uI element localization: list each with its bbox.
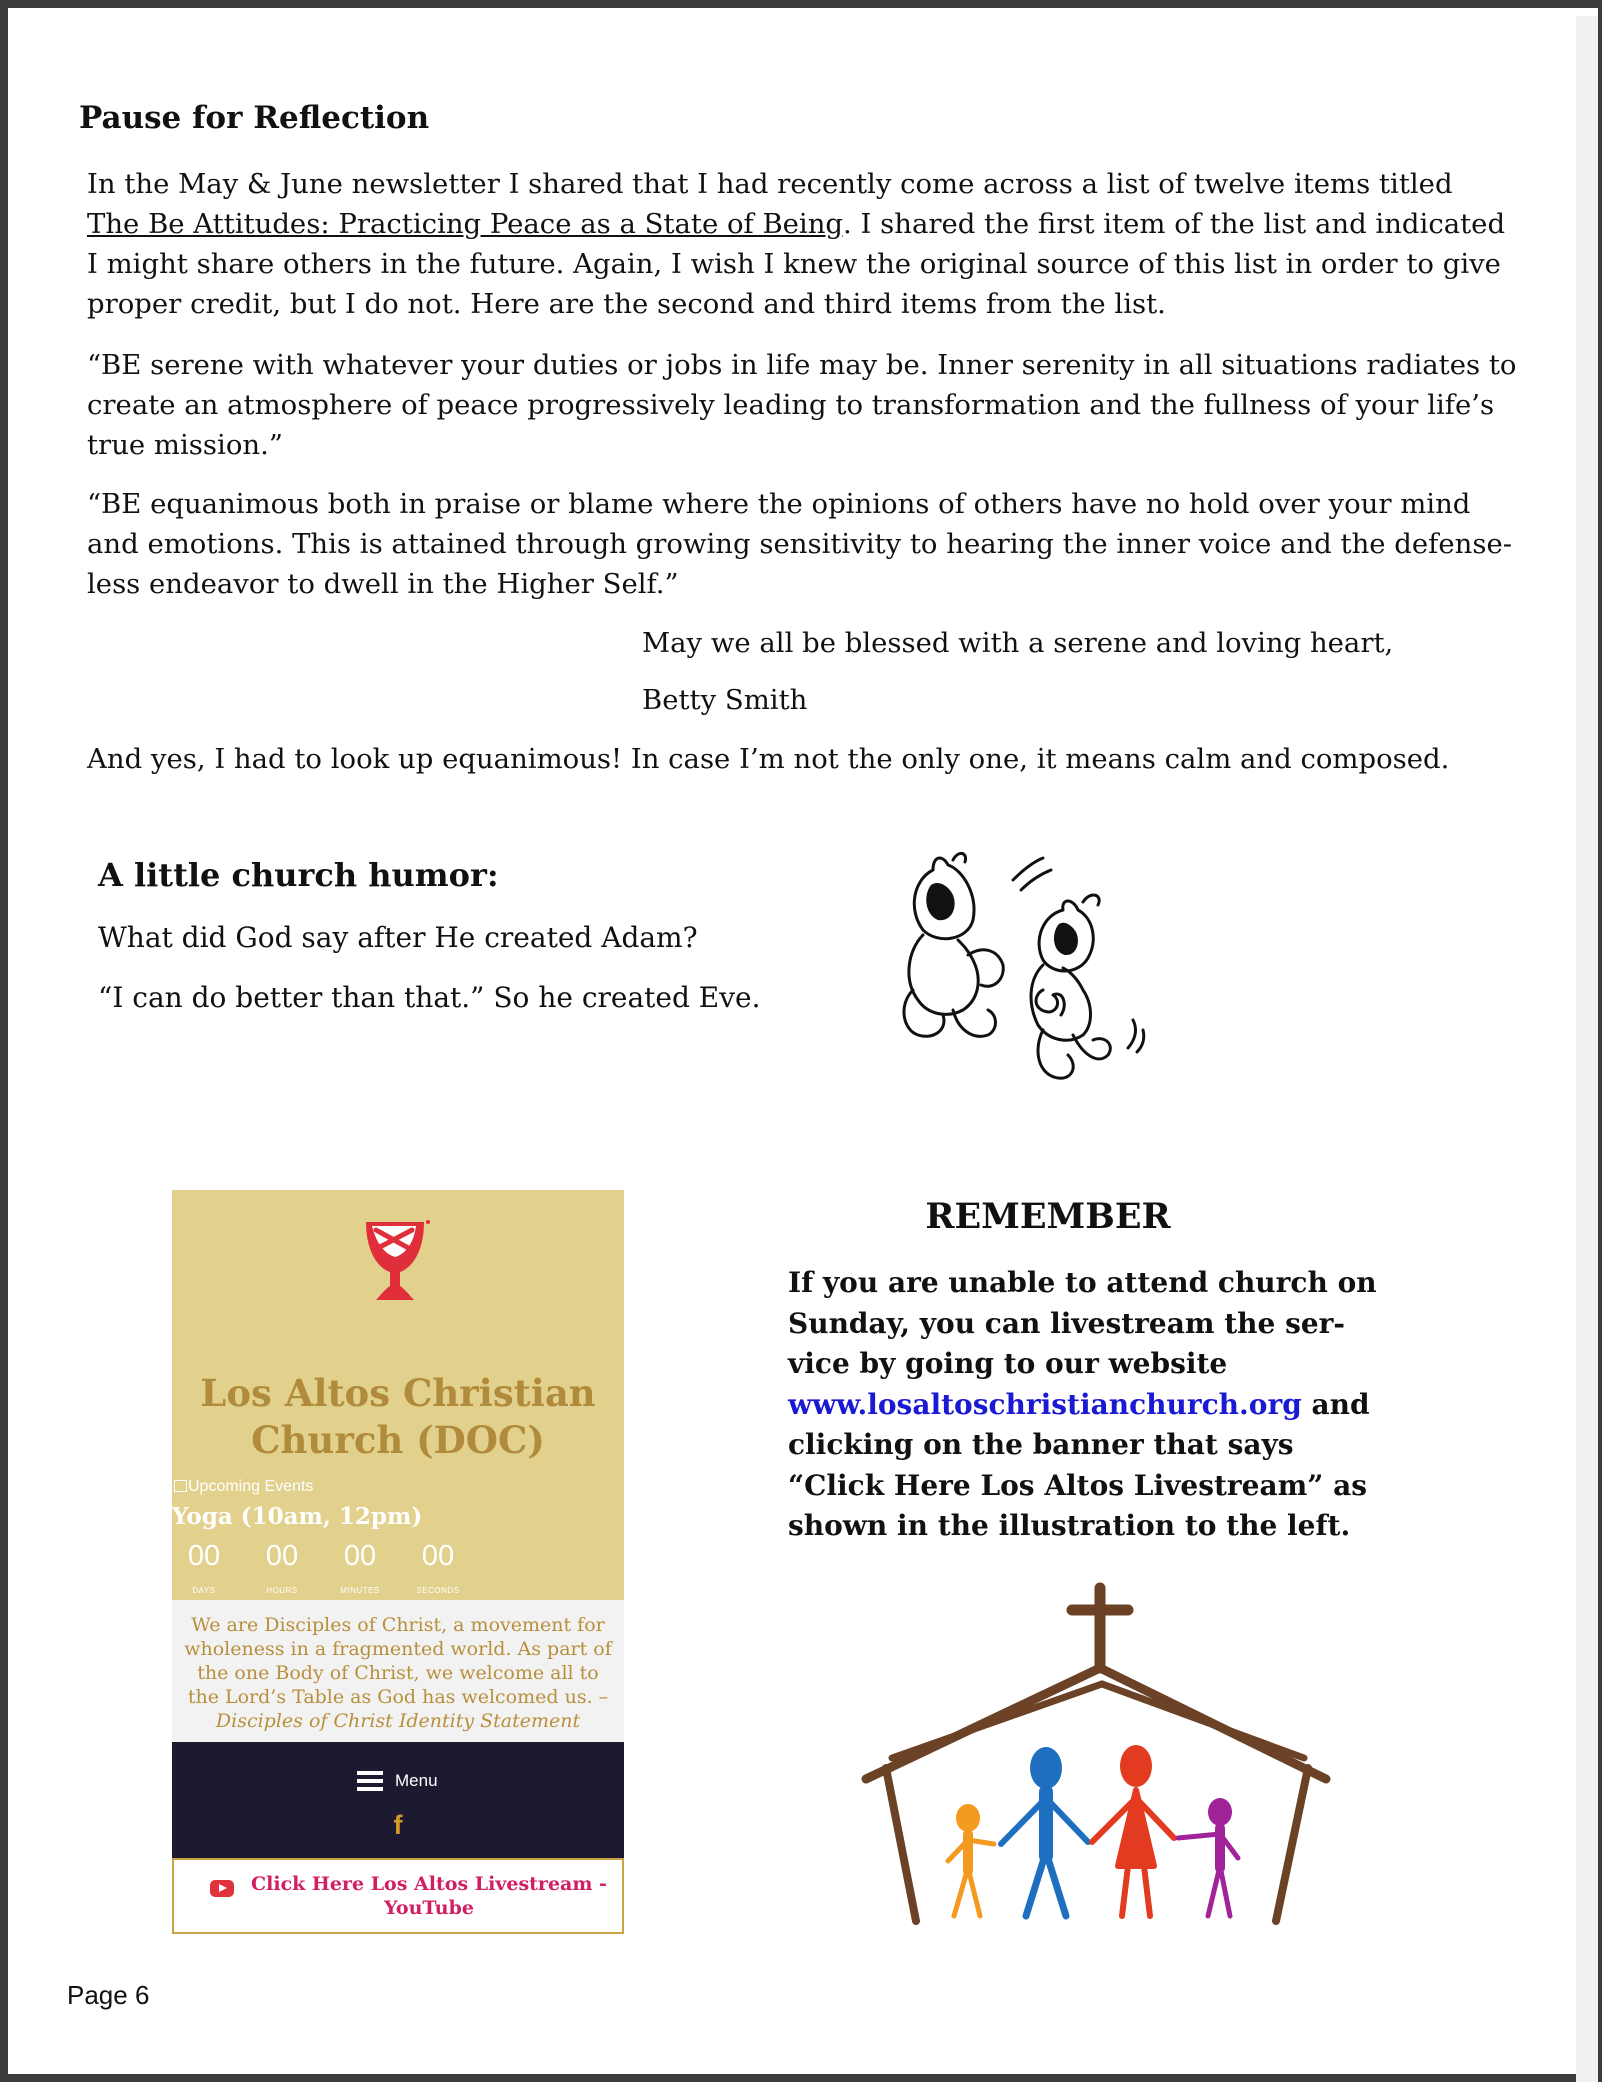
- remember-line: vice by going to our website: [788, 1347, 1228, 1380]
- quote-line: less endeavor to dwell in the Higher Self.”: [87, 568, 679, 600]
- reflection-line: In the May & June newsletter I shared that I had recently come across a list of twelve items titled: [87, 168, 1453, 200]
- countdown-days: 00: [187, 1540, 221, 1572]
- website-nav-bar: [172, 1742, 624, 1858]
- remember-heading: REMEMBER: [925, 1196, 1171, 1237]
- remember-line: Sunday, you can livestream the ser-: [788, 1306, 1346, 1340]
- facebook-icon[interactable]: f: [393, 1810, 403, 1840]
- reflection-line-rest: . I shared the first item of the list and indicated: [843, 208, 1506, 240]
- event-title[interactable]: Yoga (10am, 12pm): [172, 1503, 423, 1530]
- menu-button[interactable]: [357, 1770, 438, 1792]
- humor-answer: “I can do better than that.” So he created Eve.: [98, 981, 761, 1014]
- upcoming-events-text: Upcoming Events: [188, 1478, 314, 1495]
- quote-serene: [87, 345, 1547, 465]
- countdown-hours-label: HOURS: [266, 1586, 298, 1595]
- countdown-minutes: 00: [343, 1540, 377, 1572]
- livestream-button-label: Click Here Los Altos Livestream - YouTube: [251, 1873, 607, 1919]
- countdown-minutes-label: MINUTES: [340, 1586, 380, 1595]
- youtube-icon: [210, 1880, 234, 1897]
- church-name-line: Church (DOC): [251, 1418, 545, 1462]
- identity-statement-text: We are Disciples of Christ, a movement for wholeness in a fragmented world. As part of the one Body of Christ, we welcome all to the Lord’s Table as God has welcomed us. –: [184, 1614, 612, 1708]
- countdown-seconds-label: SECONDS: [416, 1586, 460, 1595]
- calendar-icon: [174, 1480, 187, 1492]
- church-family-illustration: [856, 1576, 1336, 1936]
- remember-line: “Click Here Los Altos Livestream” as: [788, 1468, 1368, 1502]
- remember-line: If you are unable to attend church on: [788, 1266, 1377, 1299]
- identity-statement-source: Disciples of Christ Identity Statement: [215, 1710, 581, 1732]
- reflection-line: I might share others in the future. Again, I wish I knew the original source of this list in order to give: [87, 248, 1501, 280]
- chalice-logo-icon: [358, 1214, 438, 1306]
- remember-line-rest: and: [1301, 1387, 1370, 1421]
- quote-line: “BE equanimous both in praise or blame where the opinions of others have no hold over your mind: [87, 488, 1471, 520]
- upcoming-events-label[interactable]: [174, 1478, 313, 1496]
- humor-question: What did God say after He created Adam?: [98, 921, 698, 954]
- humor-heading: A little church humor:: [98, 856, 499, 894]
- reflection-line: [87, 204, 1547, 244]
- reflection-line: proper credit, but I do not. Here are the second and third items from the list.: [87, 288, 1166, 320]
- be-attitudes-title: The Be Attitudes: Practicing Peace as a State of Being: [87, 208, 844, 240]
- church-name-line: Los Altos Christian: [200, 1371, 596, 1415]
- hamburger-menu-icon: [357, 1770, 383, 1792]
- remember-line: clicking on the banner that says: [788, 1428, 1294, 1461]
- remember-line: shown in the illustration to the left.: [788, 1509, 1351, 1542]
- countdown-hours: 00: [265, 1540, 299, 1572]
- quote-line: true mission.”: [87, 429, 283, 461]
- page-edge: [1576, 16, 1598, 2082]
- postscript: And yes, I had to look up equanimous! In case I’m not the only one, it means calm and composed.: [87, 743, 1450, 775]
- blessing: May we all be blessed with a serene and loving heart,: [642, 627, 1394, 659]
- reflection-paragraph: [87, 164, 1547, 324]
- page-number: Page 6: [67, 1980, 150, 2010]
- identity-statement-section: [172, 1600, 624, 1742]
- reflection-heading: Pause for Reflection: [79, 100, 430, 136]
- quote-line: “BE serene with whatever your duties or jobs in life may be. Inner serenity in all situations radiates to: [87, 349, 1517, 381]
- website-link[interactable]: www.losaltoschristianchurch.org: [788, 1387, 1302, 1421]
- quote-line: and emotions. This is attained through growing sensitivity to hearing the inner voice and the defense-: [87, 528, 1513, 560]
- newsletter-page: [8, 8, 1598, 2074]
- quote-line: create an atmosphere of peace progressively leading to transformation and the fullness of your life’s: [87, 389, 1495, 421]
- signature: Betty Smith: [642, 684, 808, 716]
- church-website-screenshot: [172, 1190, 624, 1934]
- identity-statement: [180, 1613, 616, 1733]
- livestream-button[interactable]: [172, 1858, 624, 1934]
- menu-label: Menu: [395, 1771, 438, 1790]
- church-name: [172, 1370, 624, 1464]
- quote-equanimous: [87, 484, 1547, 604]
- countdown-seconds: 00: [421, 1540, 455, 1572]
- website-header: [172, 1190, 624, 1600]
- countdown-days-label: DAYS: [192, 1586, 216, 1595]
- remember-line: [788, 1385, 1398, 1426]
- remember-body: [788, 1263, 1398, 1547]
- laughing-figures-illustration: [893, 840, 1173, 1090]
